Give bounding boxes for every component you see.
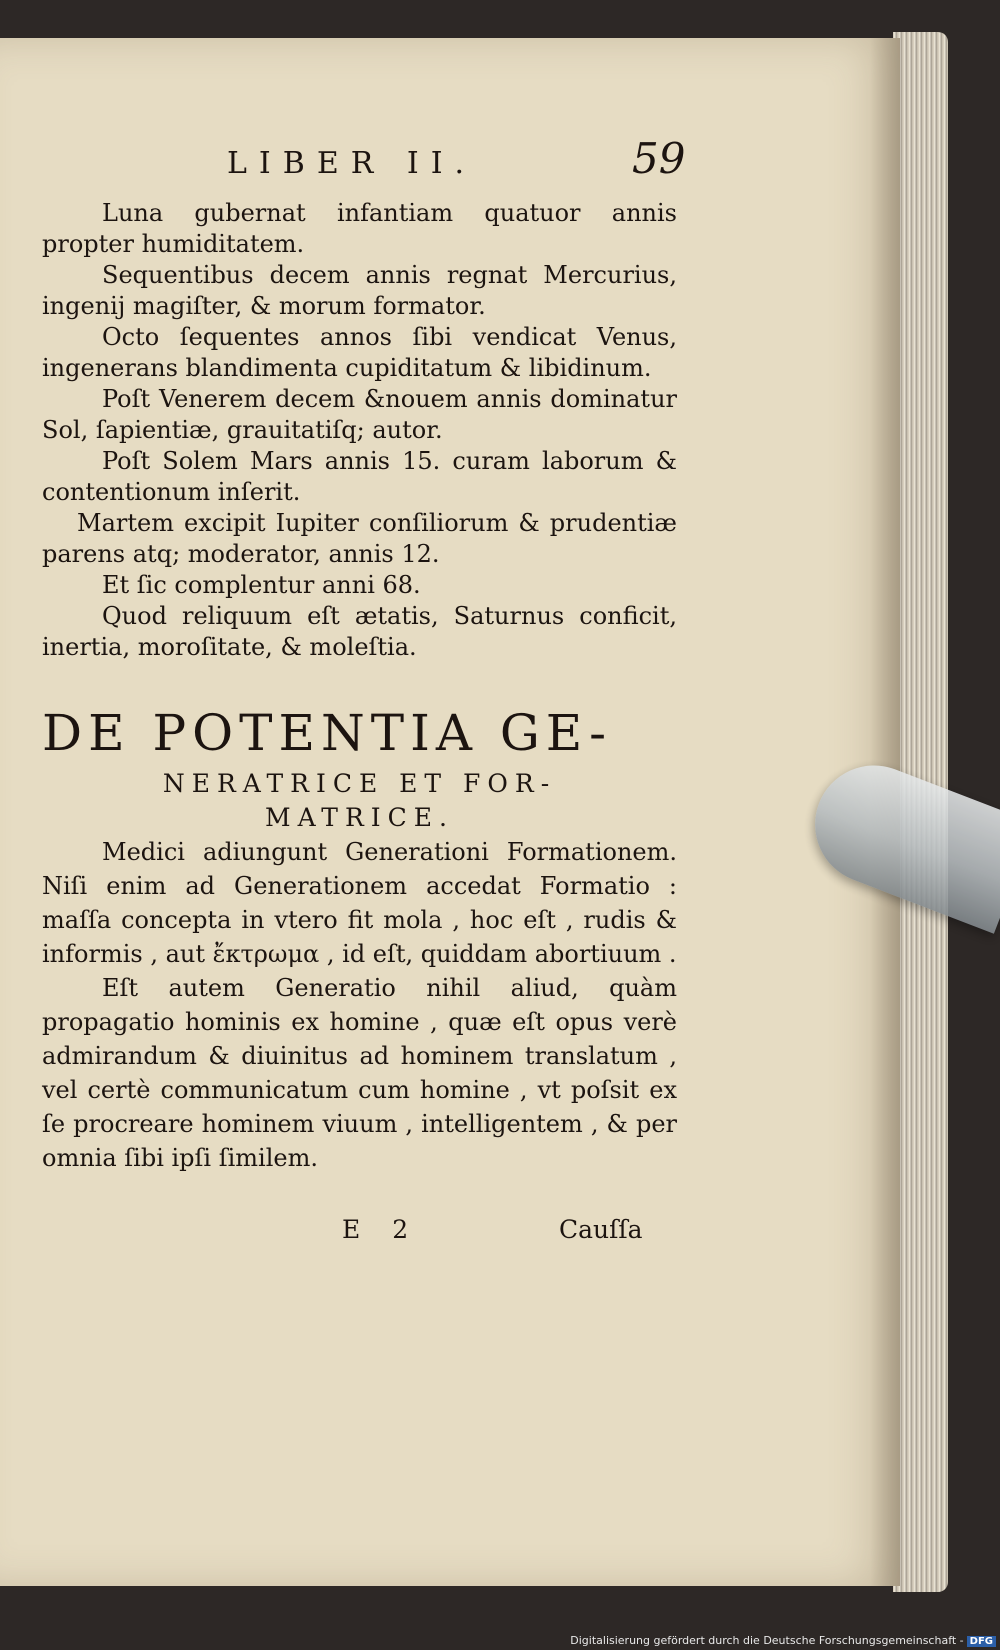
signature-mark: E 2 (342, 1215, 421, 1244)
section-subheading-line2: MATRICE. (265, 803, 454, 832)
page-footer (42, 1215, 677, 1255)
running-title: LIBER II. (227, 146, 477, 181)
paragraph-venus: Octo ſequentes annos ſibi vendicat Venus, ingenerans blandimenta cupiditatum & libidinum. (42, 323, 677, 382)
paragraph-iupiter: Martem excipit Iupiter conſiliorum & prudentiæ parens atq; moderator, annis 12. (42, 509, 677, 568)
running-header (42, 134, 686, 198)
paragraph-sol: Poſt Venerem decem &nouem annis dominatur Sol, ſapientiæ, grauitatiſq; autor. (42, 385, 677, 444)
paragraph-saturnus: Quod reliquum eſt ætatis, Saturnus conficit, inertia, moroſitate, & moleſtia. (42, 602, 677, 661)
catchword: Cauſſa (559, 1215, 643, 1244)
page-number: 59 (632, 134, 686, 183)
paragraph-luna: Luna gubernat infantiam quatuor annis propter humiditatem. (42, 199, 677, 258)
page-content (42, 134, 686, 1255)
paragraph-generatio: Eſt autem Generatio nihil aliud, quàm propagatio hominis ex homine , quæ eſt opus verè admirandum & diuinitus ad hominem translatum , vel certè communicatum cum homine , vt poſsit ex ſe procreare hominem viuum , intelligentem , & per omnia ſibi ipſi ſimilem. (42, 974, 677, 1172)
paragraph-mercurius: Sequentibus decem annis regnat Mercurius, ingenij magiſter, & morum formator. (42, 261, 677, 320)
digitization-credit (570, 1634, 996, 1647)
paragraph-summa: Et ſic complentur anni 68. (102, 571, 421, 599)
section-subheading-line1: NERATRICE ET FOR- (162, 769, 557, 798)
credit-text: Digitalisierung gefördert durch die Deutsche Forschungsgemeinschaft - (570, 1634, 964, 1647)
paragraph-mars: Poſt Solem Mars annis 15. curam laborum & contentionum inſerit. (42, 447, 677, 506)
section-heading: DE POTENTIA GE- (42, 704, 613, 762)
paragraph-medici: Medici adiungunt Generationi Formationem. Niſi enim ad Generationem accedat Formatio : maſſa concepta in vtero fit mola , hoc eſt , rudis & informis , aut ἔκτρωμα , id eſt, quiddam abortiuum . (42, 838, 677, 968)
dfg-logo: DFG (967, 1636, 996, 1647)
